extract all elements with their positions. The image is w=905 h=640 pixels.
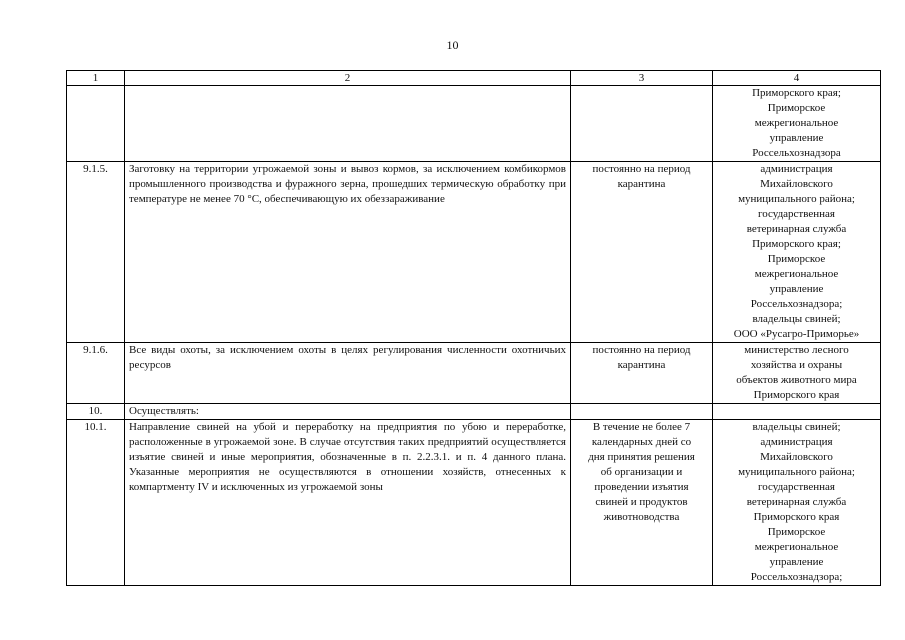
term-line: карантина xyxy=(617,178,666,190)
responsible-line: управление xyxy=(769,283,824,295)
responsible-line: государственная xyxy=(758,481,835,493)
table-row xyxy=(67,420,881,586)
responsible-line: Приморского края; xyxy=(752,87,841,99)
responsible-line: ветеринарная служба xyxy=(746,496,847,508)
column-header: 1 xyxy=(67,71,125,86)
responsible-line: ООО «Русагро-Приморье» xyxy=(733,328,860,340)
item-number: 9.1.6. xyxy=(67,343,125,404)
responsible-parties xyxy=(713,404,881,420)
responsible-line: Михайловского xyxy=(760,451,833,463)
page-number: 10 xyxy=(446,38,459,52)
responsible-line: хозяйства и охраны xyxy=(750,359,843,371)
table-row xyxy=(67,404,881,420)
measure-term xyxy=(571,86,713,162)
column-header: 4 xyxy=(713,71,881,86)
table-body xyxy=(67,86,881,586)
measure-term xyxy=(571,404,713,420)
term-line: об организации и xyxy=(600,466,683,478)
responsible-line: Россельхознадзора xyxy=(752,147,841,159)
term-line: В течение не более 7 xyxy=(592,421,691,433)
responsible-line: Михайловского xyxy=(760,178,833,190)
responsible-line: Россельхознадзора; xyxy=(750,298,843,310)
responsible-line: муниципального района; xyxy=(738,193,855,205)
term-line: постоянно на период xyxy=(592,344,691,356)
responsible-line: межрегиональное xyxy=(754,541,839,553)
responsible-line: государственная xyxy=(758,208,835,220)
responsible-line: владельцы свиней; xyxy=(752,313,841,325)
term-line: животноводства xyxy=(603,511,680,523)
section-title: Осуществлять: xyxy=(125,404,571,420)
responsible-parties xyxy=(713,86,881,162)
responsible-line: владельцы свиней; xyxy=(752,421,841,433)
responsible-line: муниципального района; xyxy=(738,466,855,478)
responsible-line: ветеринарная служба xyxy=(746,223,847,235)
responsible-parties xyxy=(713,420,881,586)
measure-description: Заготовку на территории угрожаемой зоны и вывоз кормов, за исключением комбикормов промышленного производства и фуражного зерна, прошедших термическую обработку при температуре не менее 70 °С, обеспечивающую их обеззараживание xyxy=(125,162,571,343)
responsible-line: министерство лесного xyxy=(744,344,849,356)
term-line: карантина xyxy=(617,359,666,371)
responsible-line: Приморского края xyxy=(753,511,840,523)
responsible-line: объектов животного мира xyxy=(736,374,857,386)
responsible-line: Приморское xyxy=(767,253,826,265)
term-line: дня принятия решения xyxy=(588,451,695,463)
responsible-parties xyxy=(713,343,881,404)
term-line: свиней и продуктов xyxy=(595,496,688,508)
table-row xyxy=(67,86,881,162)
responsible-line: Приморское xyxy=(767,526,826,538)
measure-term xyxy=(571,162,713,343)
table-row xyxy=(67,343,881,404)
table-header-row xyxy=(67,71,881,86)
column-header: 3 xyxy=(571,71,713,86)
responsible-line: Приморского края; xyxy=(752,238,841,250)
responsible-line: Россельхознадзора; xyxy=(750,571,843,583)
measures-table xyxy=(66,70,881,586)
responsible-line: Приморского края xyxy=(753,389,840,401)
item-number: 10. xyxy=(67,404,125,420)
responsible-line: администрация xyxy=(760,436,833,448)
responsible-line: межрегиональное xyxy=(754,268,839,280)
responsible-line: управление xyxy=(769,556,824,568)
item-number xyxy=(67,86,125,162)
responsible-line: управление xyxy=(769,132,824,144)
measure-term xyxy=(571,343,713,404)
term-line: постоянно на период xyxy=(592,163,691,175)
measure-term xyxy=(571,420,713,586)
measure-description: Направление свиней на убой и переработку на предприятия по убою и переработке, расположенные в угрожаемой зоне. В случае отсутствия таких предприятий осуществляется изъятие свиней и иные мероприятия, обозначенные в п. 2.2.3.1. и п. 4 данного плана. Указанные мероприятия не осуществляются в отношении хозяйств, отнесенных к компартменту IV и исключенных из угрожаемой зоны xyxy=(125,420,571,586)
responsible-line: администрация xyxy=(760,163,833,175)
term-line: проведении изъятия xyxy=(594,481,689,493)
responsible-line: Приморское xyxy=(767,102,826,114)
measure-description xyxy=(125,86,571,162)
item-number: 9.1.5. xyxy=(67,162,125,343)
measure-description: Все виды охоты, за исключением охоты в целях регулирования численности охотничьих ресурсов xyxy=(125,343,571,404)
responsible-parties xyxy=(713,162,881,343)
term-line: календарных дней со xyxy=(591,436,692,448)
responsible-line: межрегиональное xyxy=(754,117,839,129)
item-number: 10.1. xyxy=(67,420,125,586)
column-header: 2 xyxy=(125,71,571,86)
table-row xyxy=(67,162,881,343)
